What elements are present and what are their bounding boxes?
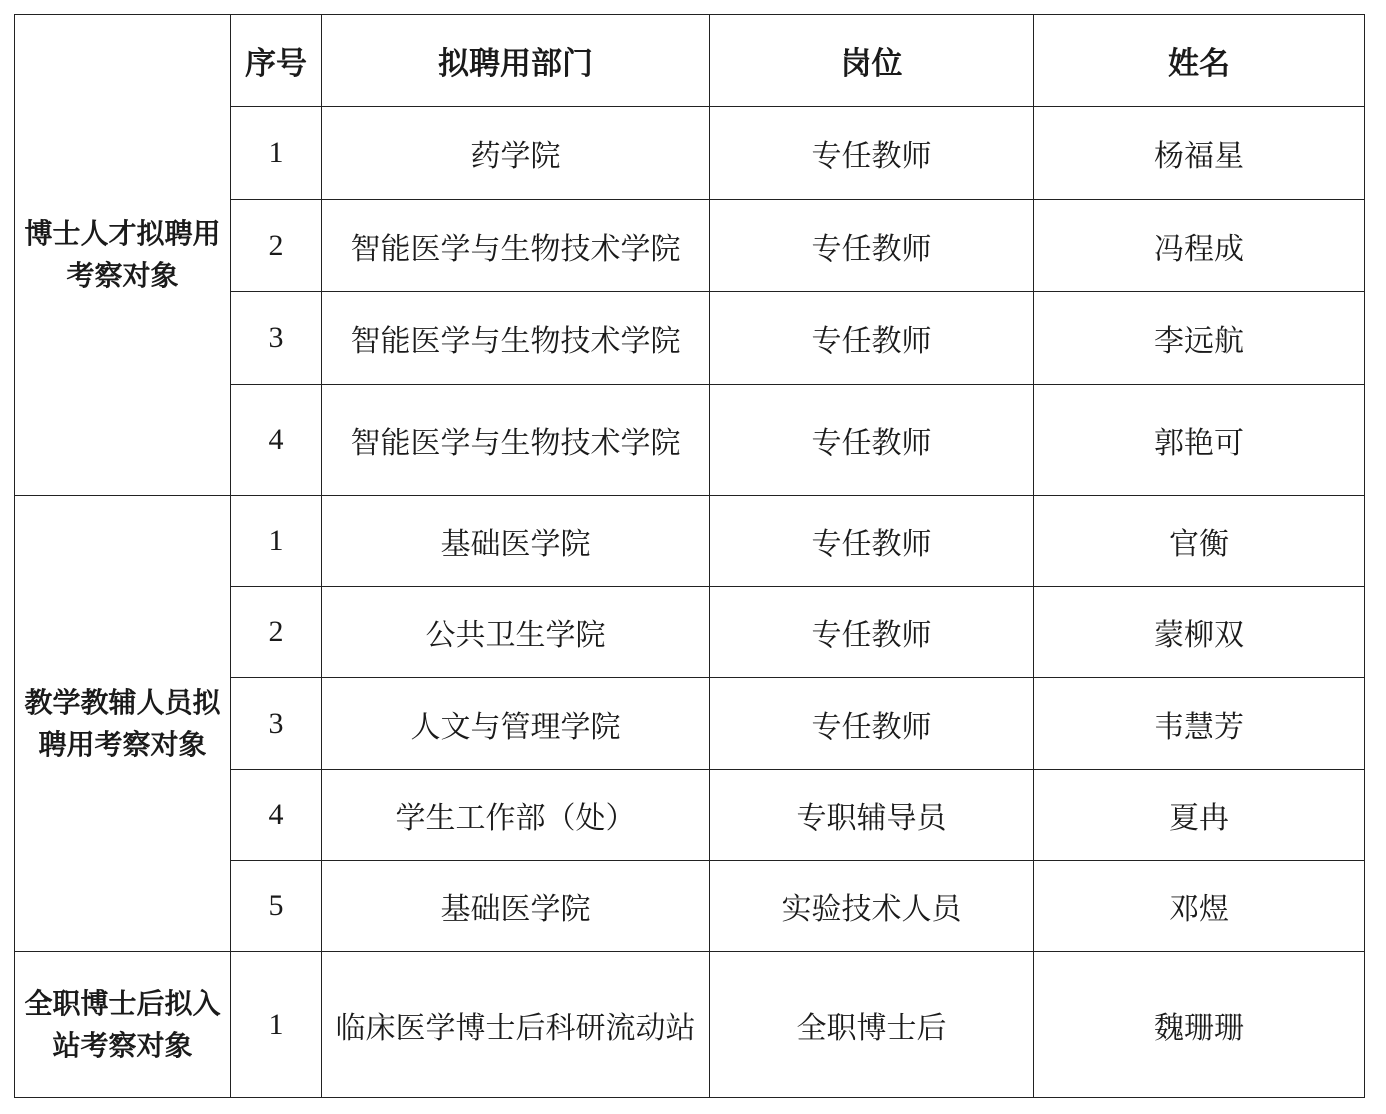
index-cell: 3 — [231, 678, 322, 770]
name-cell: 夏冉 — [1034, 770, 1365, 861]
name-cell: 官衡 — [1034, 496, 1365, 587]
index-cell: 4 — [231, 770, 322, 861]
category-cell: 教学教辅人员拟聘用考察对象 — [15, 496, 231, 952]
index-cell: 1 — [231, 107, 322, 200]
index-cell: 4 — [231, 385, 322, 496]
index-cell: 2 — [231, 587, 322, 678]
position-cell: 专任教师 — [710, 200, 1034, 292]
department-header: 拟聘用部门 — [322, 15, 710, 107]
name-cell: 杨福星 — [1034, 107, 1365, 200]
category-cell: 全职博士后拟入站考察对象 — [15, 952, 231, 1098]
index-cell: 3 — [231, 292, 322, 385]
position-cell: 专任教师 — [710, 678, 1034, 770]
department-cell: 基础医学院 — [322, 496, 710, 587]
position-cell: 专任教师 — [710, 292, 1034, 385]
department-cell: 智能医学与生物技术学院 — [322, 292, 710, 385]
position-header: 岗位 — [710, 15, 1034, 107]
department-cell: 临床医学博士后科研流动站 — [322, 952, 710, 1098]
department-cell: 药学院 — [322, 107, 710, 200]
position-cell: 专任教师 — [710, 587, 1034, 678]
name-cell: 魏珊珊 — [1034, 952, 1365, 1098]
index-cell: 2 — [231, 200, 322, 292]
position-cell: 全职博士后 — [710, 952, 1034, 1098]
department-cell: 智能医学与生物技术学院 — [322, 200, 710, 292]
department-cell: 基础医学院 — [322, 861, 710, 952]
table-row — [15, 496, 1365, 587]
department-cell: 智能医学与生物技术学院 — [322, 385, 710, 496]
name-cell: 蒙柳双 — [1034, 587, 1365, 678]
department-cell: 人文与管理学院 — [322, 678, 710, 770]
position-cell: 专任教师 — [710, 385, 1034, 496]
position-cell: 专任教师 — [710, 496, 1034, 587]
table-row — [15, 952, 1365, 1098]
name-cell: 李远航 — [1034, 292, 1365, 385]
name-cell: 韦慧芳 — [1034, 678, 1365, 770]
name-cell: 冯程成 — [1034, 200, 1365, 292]
department-cell: 学生工作部（处） — [322, 770, 710, 861]
position-cell: 实验技术人员 — [710, 861, 1034, 952]
category-header-cell: 博士人才拟聘用考察对象 — [15, 15, 231, 496]
index-header: 序号 — [231, 15, 322, 107]
candidate-table — [14, 14, 1365, 1098]
name-cell: 邓煜 — [1034, 861, 1365, 952]
index-cell: 1 — [231, 952, 322, 1098]
position-cell: 专职辅导员 — [710, 770, 1034, 861]
index-cell: 5 — [231, 861, 322, 952]
name-cell: 郭艳可 — [1034, 385, 1365, 496]
header-row — [15, 15, 1365, 107]
index-cell: 1 — [231, 496, 322, 587]
position-cell: 专任教师 — [710, 107, 1034, 200]
name-header: 姓名 — [1034, 15, 1365, 107]
department-cell: 公共卫生学院 — [322, 587, 710, 678]
